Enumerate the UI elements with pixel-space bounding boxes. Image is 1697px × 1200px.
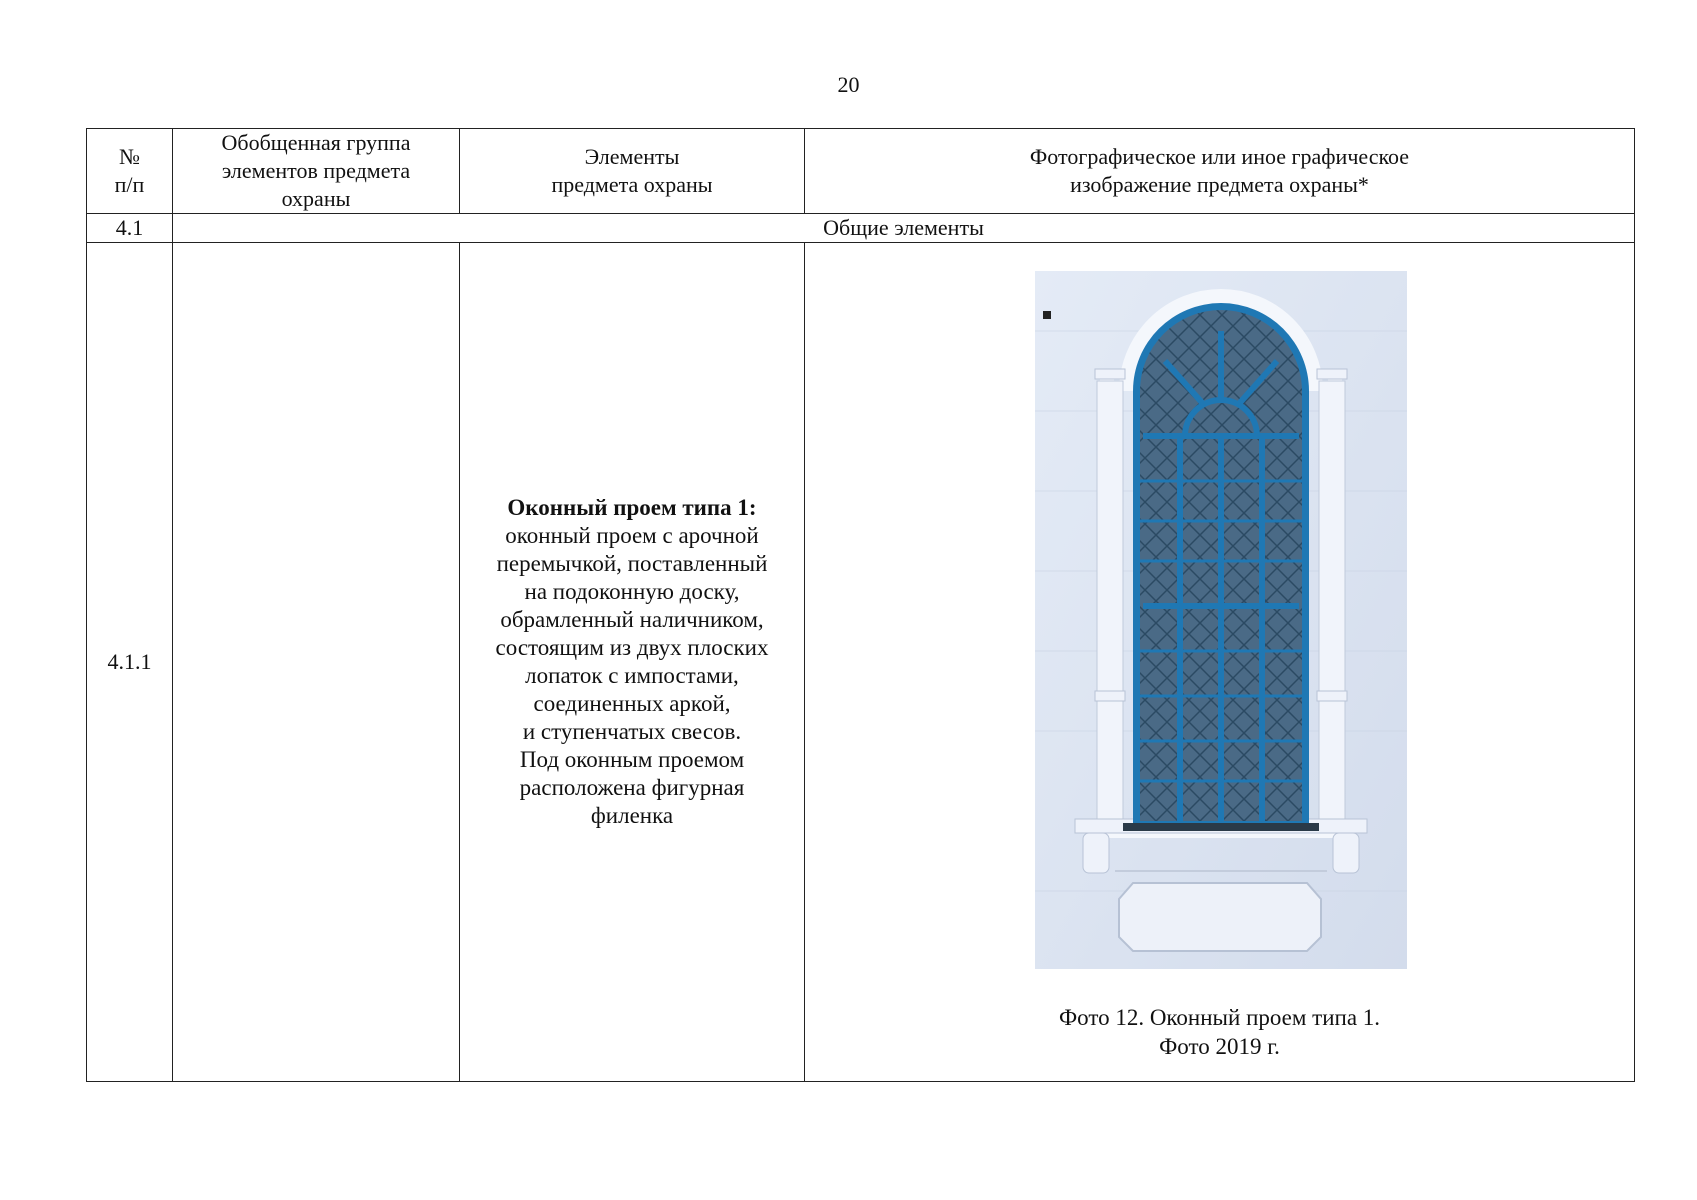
- row-group: [173, 243, 460, 1082]
- header-number: [87, 129, 173, 214]
- element-line: и ступенчатых свесов.: [522, 719, 742, 744]
- section-number: 4.1: [87, 214, 173, 243]
- element-line: состоящим из двух плоских: [495, 635, 769, 660]
- header-elements-text: Элементы предмета охраны: [551, 144, 713, 197]
- element-line: филенка: [590, 803, 674, 828]
- row-number: 4.1.1: [87, 243, 173, 1082]
- element-line: обрамленный наличником,: [500, 607, 764, 632]
- protection-table: [86, 128, 1635, 1082]
- element-line: расположена фигурная: [519, 775, 745, 800]
- window-photo: [1035, 271, 1407, 969]
- element-line: на подоконную доску,: [524, 579, 740, 604]
- section-row: [87, 214, 1635, 243]
- page-number: 20: [837, 72, 860, 97]
- row-photo: [805, 243, 1635, 1082]
- element-line: перемычкой, поставленный: [496, 551, 768, 576]
- element-line: Под оконным проемом: [519, 747, 745, 772]
- table-row: [87, 243, 1635, 1082]
- header-group: [173, 129, 460, 214]
- element-line: лопаток с импостами,: [525, 663, 739, 688]
- table-header-row: [87, 129, 1635, 214]
- element-line: оконный проем с арочной: [505, 523, 759, 548]
- header-number-l1: №: [119, 144, 140, 169]
- photo-caption: [805, 1003, 1634, 1061]
- row-elements: [460, 243, 805, 1082]
- header-photo-text: Фотографическое или иное графическое изображение предмета охраны*: [1029, 144, 1410, 197]
- section-title: Общие элементы: [173, 214, 1635, 243]
- header-elements: [460, 129, 805, 214]
- element-line: соединенных аркой,: [533, 691, 731, 716]
- header-group-text: Обобщенная группа элементов предмета охраны: [221, 130, 411, 211]
- caption-line: Фото 12. Оконный проем типа 1.: [1058, 1005, 1381, 1030]
- header-photo: [805, 129, 1635, 214]
- caption-line: Фото 2019 г.: [1159, 1034, 1280, 1059]
- element-title: Оконный проем типа 1:: [507, 495, 757, 520]
- header-number-l2: п/п: [114, 172, 145, 197]
